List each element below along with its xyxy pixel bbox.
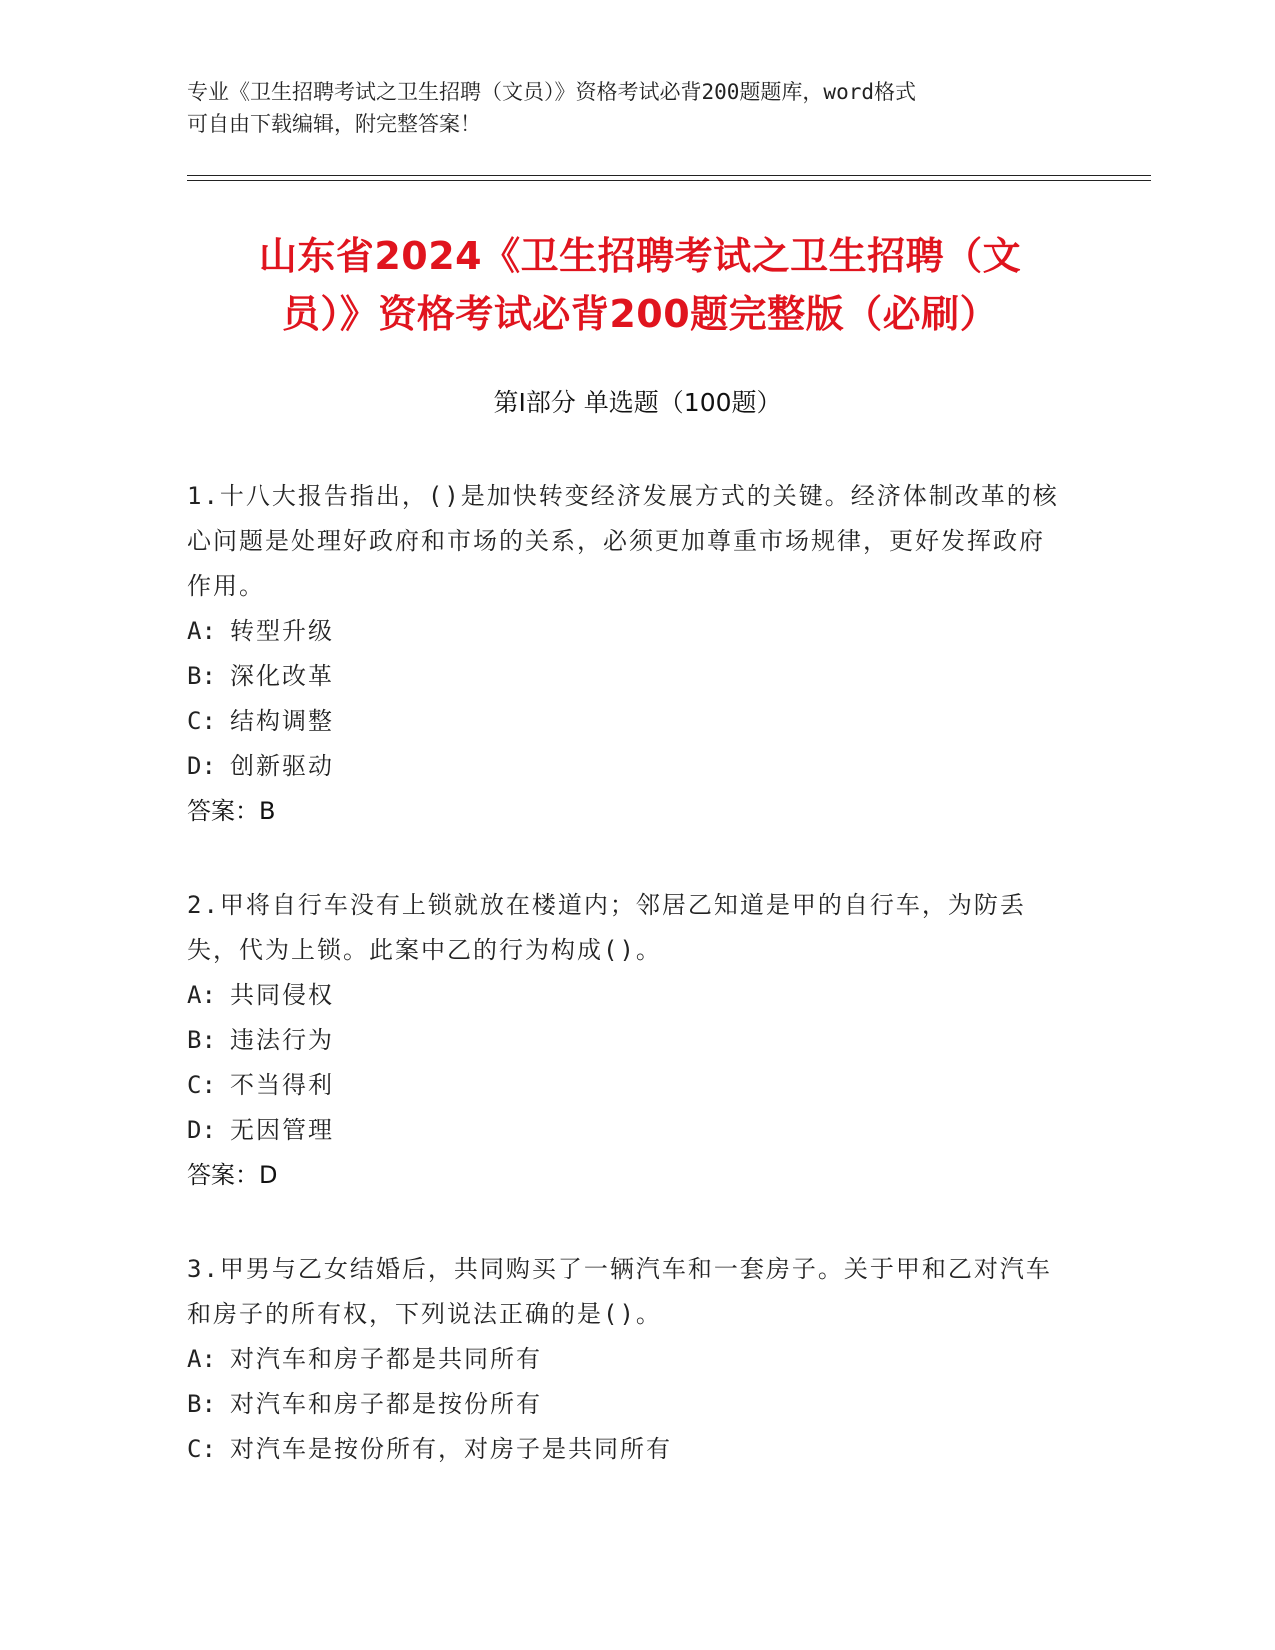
option-text: 对汽车是按份所有，对房子是共同所有 xyxy=(230,1435,672,1463)
header-note xyxy=(187,76,1087,140)
option-b xyxy=(187,1382,1067,1427)
question-list xyxy=(187,474,1067,1521)
option-a xyxy=(187,1337,1067,1382)
option-label: C: xyxy=(187,1435,216,1463)
option-label: A: xyxy=(187,1345,216,1373)
section-heading: 第Ⅰ部分 单选题（100题） xyxy=(493,388,782,417)
question-item xyxy=(187,1247,1067,1472)
option-text: 共同侵权 xyxy=(230,981,334,1009)
option-d xyxy=(187,744,1067,789)
option-text: 对汽车和房子都是按份所有 xyxy=(230,1390,542,1418)
option-text: 对汽车和房子都是共同所有 xyxy=(230,1345,542,1373)
option-text: 创新驱动 xyxy=(230,752,334,780)
option-text: 违法行为 xyxy=(230,1026,334,1054)
option-text: 深化改革 xyxy=(230,662,334,690)
document-title xyxy=(170,227,1110,343)
question-stem: 1.十八大报告指出，()是加快转变经济发展方式的关键。经济体制改革的核心问题是处理好政府和市场的关系，必须更加尊重市场规律，更好发挥政府作用。 xyxy=(187,482,1059,600)
option-label: B: xyxy=(187,662,216,690)
option-label: C: xyxy=(187,1071,216,1099)
option-d xyxy=(187,1108,1067,1153)
document-title-line-1: 山东省2024《卫生招聘考试之卫生招聘（文 xyxy=(258,234,1022,278)
question-stem: 2.甲将自行车没有上锁就放在楼道内；邻居乙知道是甲的自行车，为防丢失，代为上锁。此案中乙的行为构成()。 xyxy=(187,891,1026,964)
question-stem: 3.甲男与乙女结婚后，共同购买了一辆汽车和一套房子。关于甲和乙对汽车和房子的所有权，下列说法正确的是()。 xyxy=(187,1255,1052,1328)
option-label: D: xyxy=(187,752,216,780)
option-label: D: xyxy=(187,1116,216,1144)
document-title-line-2: 员）》资格考试必背200题完整版（必刷） xyxy=(281,292,999,336)
option-c xyxy=(187,1063,1067,1108)
answer-line: 答案：B xyxy=(187,797,276,825)
answer-line: 答案：D xyxy=(187,1161,278,1189)
option-label: A: xyxy=(187,617,216,645)
option-c xyxy=(187,699,1067,744)
header-note-line-1: 专业《卫生招聘考试之卫生招聘（文员）》资格考试必背200题题库，word格式 xyxy=(187,80,916,104)
question-item xyxy=(187,883,1067,1198)
option-c xyxy=(187,1427,1067,1472)
header-note-line-2: 可自由下载编辑，附完整答案！ xyxy=(187,112,481,136)
option-a xyxy=(187,973,1067,1018)
question-item xyxy=(187,474,1067,834)
option-text: 无因管理 xyxy=(230,1116,334,1144)
option-label: B: xyxy=(187,1390,216,1418)
option-text: 转型升级 xyxy=(230,617,334,645)
option-a xyxy=(187,609,1067,654)
header-divider-top xyxy=(187,175,1151,176)
option-label: A: xyxy=(187,981,216,1009)
header-divider-bottom xyxy=(187,180,1151,181)
option-b xyxy=(187,654,1067,699)
option-text: 不当得利 xyxy=(230,1071,334,1099)
option-label: C: xyxy=(187,707,216,735)
option-text: 结构调整 xyxy=(230,707,334,735)
option-label: B: xyxy=(187,1026,216,1054)
option-b xyxy=(187,1018,1067,1063)
